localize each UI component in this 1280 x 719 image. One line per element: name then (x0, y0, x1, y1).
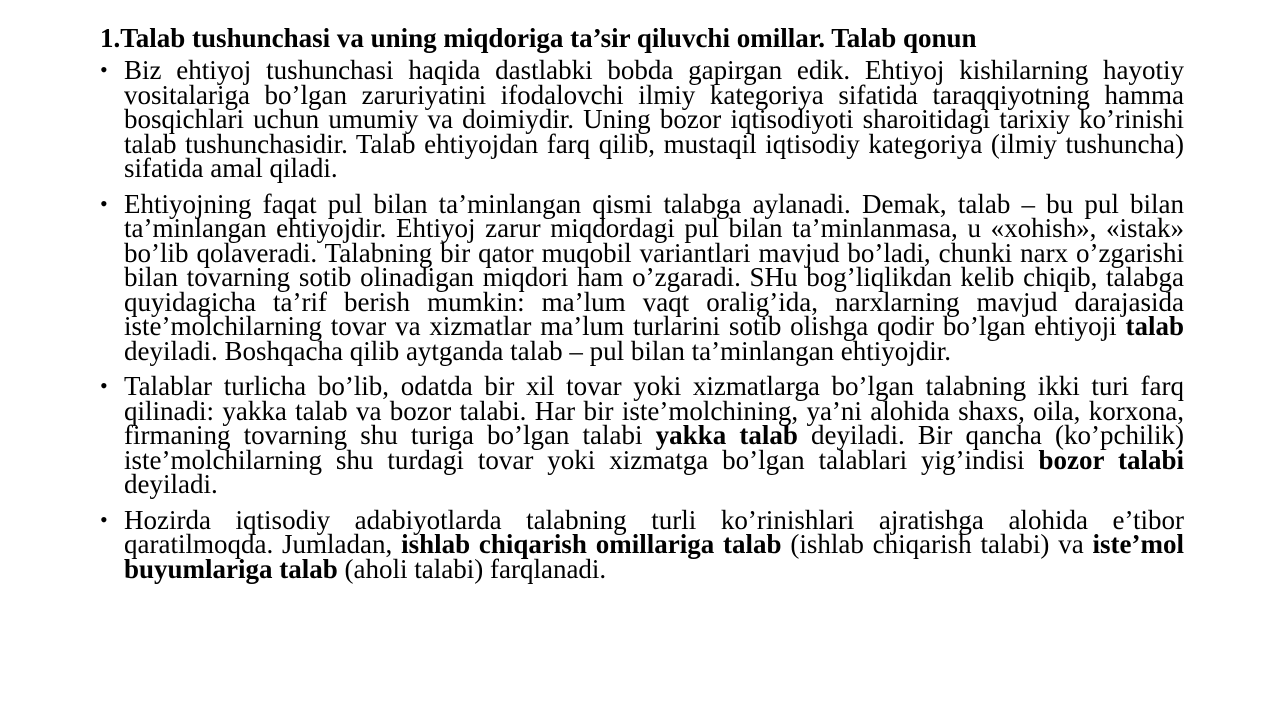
bold-term: ishlab chiqarish omillariga talab (401, 529, 782, 559)
slide-title: 1.Talab tushunchasi va uning miqdoriga ta’sir qiluvchi omillar. Talab qonun (100, 23, 977, 53)
bullet-marker: • (100, 506, 108, 532)
text-run: Talablar turlicha bo’lib, odatda bir xil tovar yoki xizmatlarga bo’lgan talabning ikki turi farq qilinadi: yakka talab va bozor talabi. Har bir iste’molchining, ya’ni alohida shaxs, oila, korxona, firmaning tovarning shu turiga bo’lgan talabi (124, 371, 1184, 450)
bullet-text (124, 371, 1184, 499)
text-run: Ehtiyojning faqat pul bilan ta’minlangan qismi talabga aylanadi. Demak, talab – bu pul bilan ta’minlangan ehtiyojdir. Ehtiyoj zarur miqdordagi pul bilan ta’minlanmasa, u «xohish», «istak» bo’lib qolaveradi. Talabning bir qator muqobil variantlari mavjud bo’ladi, chunki narx o’zgarishi bilan tovarning sotib olinadigan miqdori ham o’zgaradi. SHu bog’liqlikdan kelib chiqib, talabga quyidagicha ta’rif berish mumkin: ma’lum vaqt oralig’ida, narxlarning mavjud darajasida iste’molchilarning tovar va xizmatlar ma’lum turlarini sotib olishga qodir bo’lgan ehtiyoji (124, 188, 1184, 341)
text-run: deyiladi. (124, 469, 218, 499)
text-run: (aholi talabi) farqlanadi. (337, 553, 607, 584)
text-run: Biz ehtiyoj tushunchasi haqida dastlabki bobda gapirgan edik. Ehtiyoj kishilarning hayotiy vositalariga bo’lgan zaruriyatini ifodalovchi ilmiy kategoriya sifatida taraqqiyotning hamma bosqichlari uchun umumiy va doimiydir. Uning bozor iqtisodiyoti sharoitidagi tarixiy ko’rinishi talab tushunchasidir. Talab ehtiyojdan farq qilib, mustaqil iqtisodiy kategoriya (ilmiy tushuncha) sifatida amal qiladi. (124, 55, 1184, 183)
bullet-marker: • (100, 190, 108, 216)
bullet-item-2 (100, 188, 1184, 366)
bullet-text (124, 189, 1184, 366)
bold-term: iste’mol buyumlariga talab (124, 529, 1184, 584)
bullet-marker: • (100, 57, 108, 82)
text-run: Hozirda iqtisodiy adabiyotlarda talabning turli ko’rinishlari ajratishga alohida e’tibor qaratilmoqda. Jumladan, (124, 504, 1184, 559)
bullet-item-3 (100, 371, 1184, 499)
text-run: (ishlab chiqarish talabi) va (781, 529, 1093, 559)
bullet-marker: • (100, 373, 108, 398)
bold-term: yakka talab (655, 420, 798, 450)
bold-term: bozor talabi (1038, 444, 1184, 475)
bullet-text (124, 55, 1184, 183)
bullet-item-4 (100, 504, 1184, 584)
bold-term: talab (1125, 311, 1184, 341)
slide-content (100, 20, 1184, 592)
bullet-text (124, 505, 1184, 584)
text-run: deyiladi. Boshqacha qilib aytganda talab – pul bilan ta’minlangan ehtiyojdir. (124, 335, 952, 366)
text-run: deyiladi. Bir qancha (ko’pchilik) iste’molchilarning shu turdagi tovar yoki xizmatga bo’lgan talablari yig’indisi (124, 420, 1184, 475)
bullet-item-1 (100, 55, 1184, 183)
bullet-list (100, 55, 1184, 584)
